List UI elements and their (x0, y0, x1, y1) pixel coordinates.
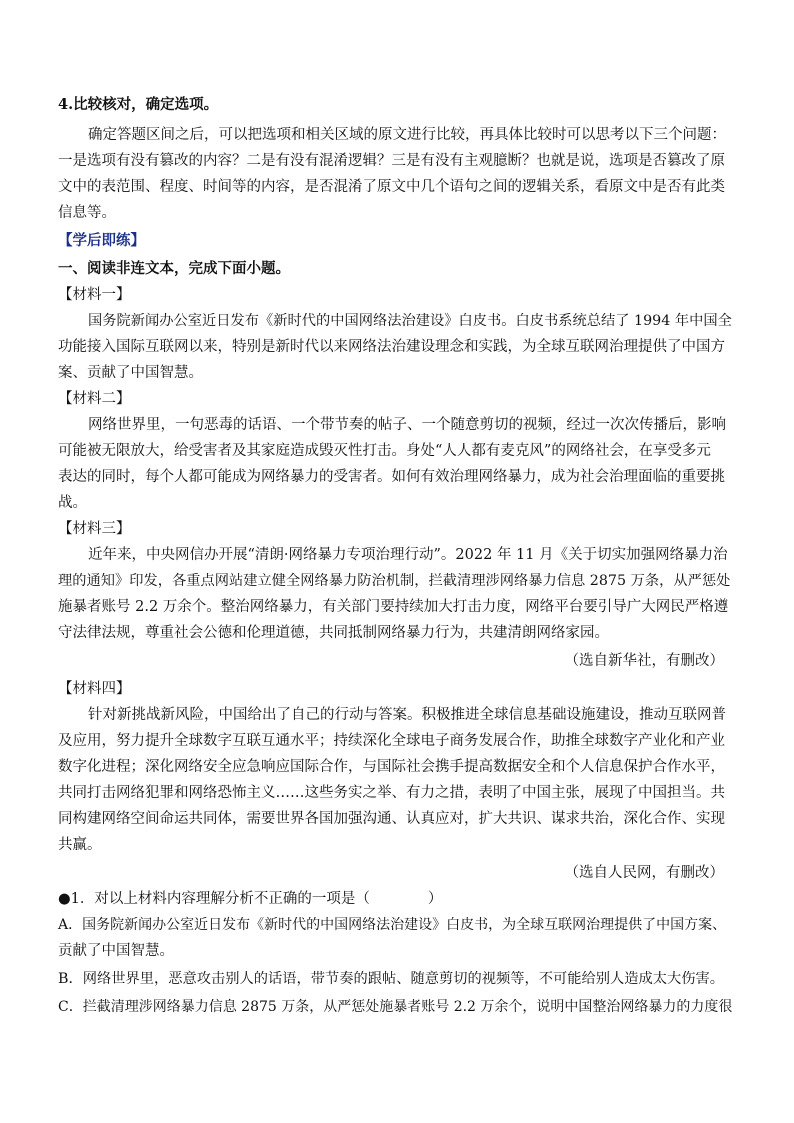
option-c: C．拦截清理涉网络暴力信息 2875 万条，从严惩处施暴者账号 2.2 万余个，说明中国整治网络暴力的力度很 (58, 999, 733, 1015)
source-note: （选自新华社，有删改） (564, 653, 724, 669)
paragraph-line: 数字化进程；深化网络安全应急响应国际合作，与国际社会携手提高数据安全和个人信息保护合作水平， (58, 759, 725, 775)
paragraph-line: 共同打击网络犯罪和网络恐怖主义……这些务实之举、有力之措，表明了中国主张，展现了中国担当。共 (58, 785, 725, 801)
paragraph-line: 及应用，努力提升全球数字互联互通水平；持续深化全球电子商务发展合作，助推全球数字产业化和产业 (58, 733, 725, 749)
paragraph-line: 同构建网络空间命运共同体，需要世界各国加强沟通、认真应对，扩大共识、谋求共治，深化合作、实现 (58, 811, 725, 827)
paragraph-line: 施暴者账号 2.2 万余个。整治网络暴力，有关部门要持续加大打击力度，网络平台要引导广大网民严格遵 (58, 599, 729, 615)
material-title: 【材料四】 (58, 681, 131, 697)
paragraph-line: 国务院新闻办公室近日发布《新时代的中国网络法治建设》白皮书。白皮书系统总结了 1994 年中国全 (88, 313, 732, 329)
paragraph-line: 功能接入国际互联网以来，特别是新时代以来网络法治建设理念和实践，为全球互联网治理提供了中国方 (58, 339, 725, 355)
material-title: 【材料二】 (58, 391, 131, 407)
question-stem: ●1．对以上材料内容理解分析不正确的一项是（ ） (58, 891, 443, 907)
material-title: 【材料三】 (58, 521, 131, 537)
paragraph-line: 一是选项有没有篡改的内容？二是有没有混淆逻辑？三是有没有主观臆断？也就是说，选项是否篡改了原 (58, 153, 725, 169)
paragraph-line: 案、贡献了中国智慧。 (58, 365, 203, 381)
section-heading: 4.比较核对，确定选项。 (58, 96, 219, 113)
paragraph-line: 网络世界里，一句恶毒的话语、一个带节奏的帖子、一个随意剪切的视频，经过一次次传播后，影响 (88, 417, 726, 433)
option-a-line: A．国务院新闻办公室近日发布《新时代的中国网络法治建设》白皮书，为全球互联网治理提供了中国方案、 (58, 917, 727, 933)
paragraph-line: 文中的表范围、程度、时间等的内容，是否混淆了原文中几个语句之间的逻辑关系，看原文中是否有此类 (58, 179, 725, 195)
paragraph-line: 共赢。 (58, 837, 102, 853)
option-b: B．网络世界里，恶意攻击别人的话语，带节奏的跟帖、随意剪切的视频等，不可能给别人造成太大伤害。 (58, 971, 724, 987)
paragraph-line: 理的通知》印发，各重点网站建立健全网络暴力防治机制，拦截清理涉网络暴力信息 2875 万条，从严惩处 (58, 573, 731, 589)
paragraph-line: 可能被无限放大，给受害者及其家庭造成毁灭性打击。身处“人人都有麦克风”的网络社会，在享受多元 (58, 443, 711, 459)
paragraph-line: 近年来，中央网信办开展“清朗·网络暴力专项治理行动”。2022 年 11 月《关于切实加强网络暴力治 (88, 547, 728, 563)
paragraph-line: 信息等。 (58, 205, 116, 221)
paragraph-line: 确定答题区间之后，可以把选项和相关区域的原文进行比较，再具体比较时可以思考以下三个问题： (88, 127, 726, 143)
material-title: 【材料一】 (58, 287, 131, 303)
paragraph-line: 针对新挑战新风险，中国给出了自己的行动与答案。积极推进全球信息基础设施建设，推动互联网普 (88, 707, 726, 723)
paragraph-line: 守法律法规，尊重社会公德和伦理道德，共同抵制网络暴力行为，共建清朗网络家园。 (58, 625, 609, 641)
option-a-line: 贡献了中国智慧。 (58, 943, 174, 959)
practice-heading: 【学后即练】 (58, 232, 145, 249)
paragraph-line: 表达的同时，每个人都可能成为网络暴力的受害者。如何有效治理网络暴力，成为社会治理面临的重要挑 (58, 469, 725, 485)
question-intro: 一、阅读非连文本，完成下面小题。 (58, 260, 290, 277)
source-note: （选自人民网，有删改） (564, 865, 724, 881)
paragraph-line: 战。 (58, 495, 87, 511)
